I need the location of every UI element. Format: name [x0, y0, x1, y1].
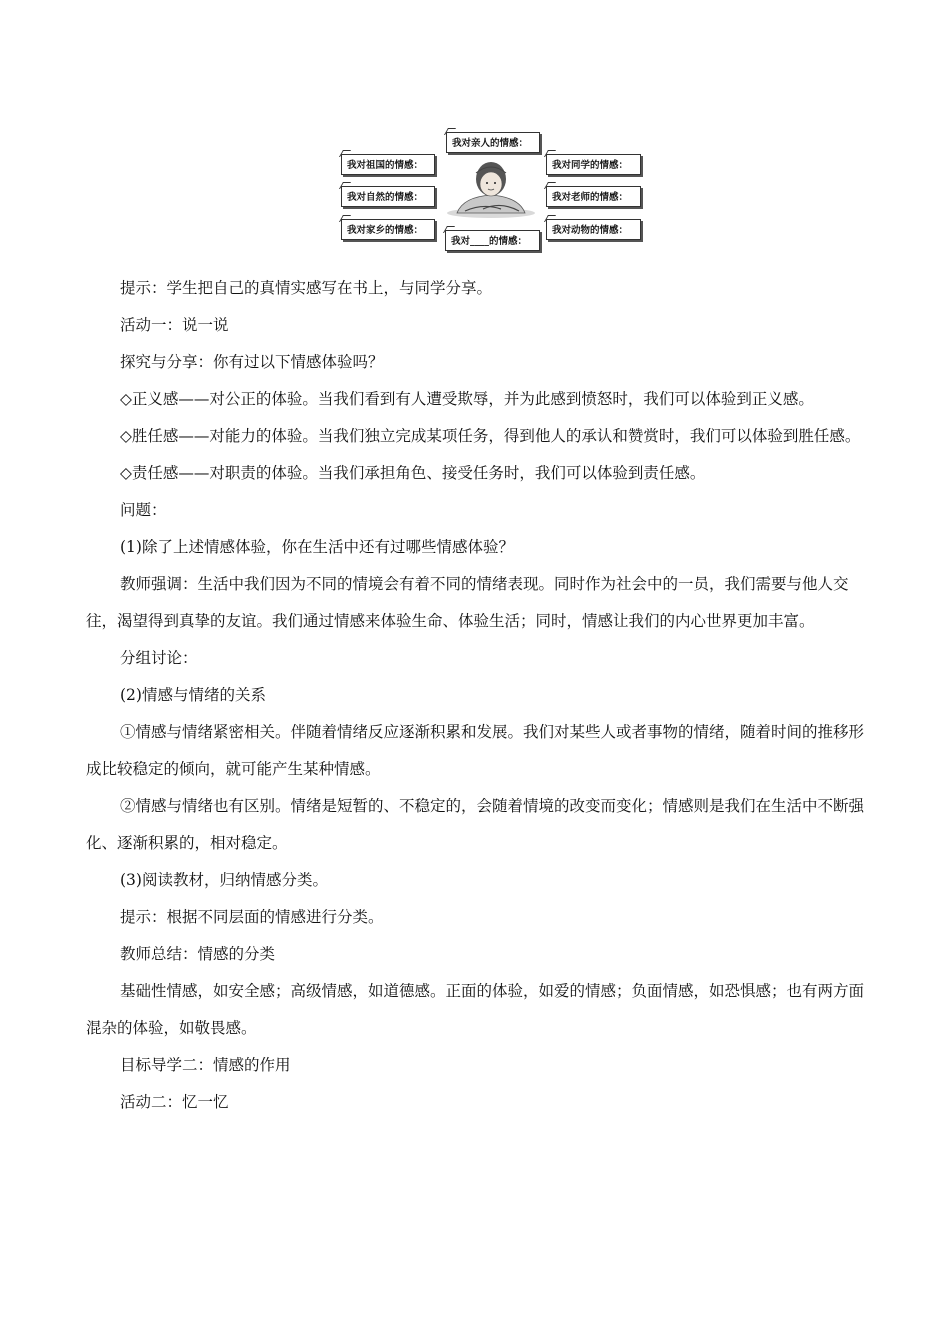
paragraph: (3)阅读教材，归纳情感分类。 [120, 871, 328, 889]
paragraph: 提示：学生把自己的真情实感写在书上，与同学分享。 [120, 279, 493, 297]
paragraph: 问题： [120, 501, 167, 519]
paragraph: ◇正义感——对公正的体验。当我们看到有人遭受欺辱，并为此感到愤怒时，我们可以体验到正义感。 [120, 390, 814, 408]
paragraph: 探究与分享：你有过以下情感体验吗？ [120, 353, 384, 371]
paragraph: 提示：根据不同层面的情感进行分类。 [120, 908, 384, 926]
document-body [86, 270, 866, 1121]
paragraph: 目标导学二：情感的作用 [120, 1056, 291, 1074]
paragraph: ◇责任感——对职责的体验。当我们承担角色、接受任务时，我们可以体验到责任感。 [120, 464, 706, 482]
tag-nature: 我对自然的情感： [341, 186, 435, 207]
tag-motherland: 我对祖国的情感： [341, 154, 435, 175]
paragraph: 分组讨论： [120, 649, 198, 667]
paragraph: (1)除了上述情感体验，你在生活中还有过哪些情感体验？ [120, 538, 514, 556]
paragraph: ②情感与情绪也有区别。情绪是短暂的、不稳定的，会随着情境的改变而变化；情感则是我们在生活中不断强化、逐渐积累的，相对稳定。 [86, 797, 865, 852]
paragraph: ①情感与情绪紧密相关。伴随着情绪反应逐渐积累和发展。我们对某些人或者事物的情绪，随着时间的推移形成比较稳定的倾向，就可能产生某种情感。 [86, 723, 865, 778]
emotion-figure [338, 127, 644, 251]
tag-animals: 我对动物的情感： [546, 219, 641, 240]
paragraph: ◇胜任感——对能力的体验。当我们独立完成某项任务，得到他人的承认和赞赏时，我们可以体验到胜任感。 [120, 427, 861, 445]
paragraph: 教师总结：情感的分类 [120, 945, 276, 963]
tag-classmates: 我对同学的情感： [546, 154, 641, 175]
tag-teachers: 我对老师的情感： [546, 186, 641, 207]
paragraph: (2)情感与情绪的关系 [120, 686, 266, 704]
paragraph: 教师强调：生活中我们因为不同的情境会有着不同的情绪表现。同时作为社会中的一员，我们需要与他人交往，渴望得到真挚的友谊。我们通过情感来体验生命、体验生活；同时，情感让我们的内心世界更加丰富。 [86, 575, 849, 630]
paragraph: 活动一：说一说 [120, 316, 229, 334]
paragraph: 活动二：忆一忆 [120, 1093, 229, 1111]
tag-hometown: 我对家乡的情感： [341, 219, 435, 240]
tag-blank: 我对____的情感： [445, 230, 540, 251]
paragraph: 基础性情感，如安全感；高级情感，如道德感。正面的体验，如爱的情感；负面情感，如恐惧感；也有两方面混杂的体验，如敬畏感。 [86, 982, 865, 1037]
thinking-girl-illustration [443, 157, 539, 219]
tag-relatives: 我对亲人的情感： [446, 132, 540, 153]
